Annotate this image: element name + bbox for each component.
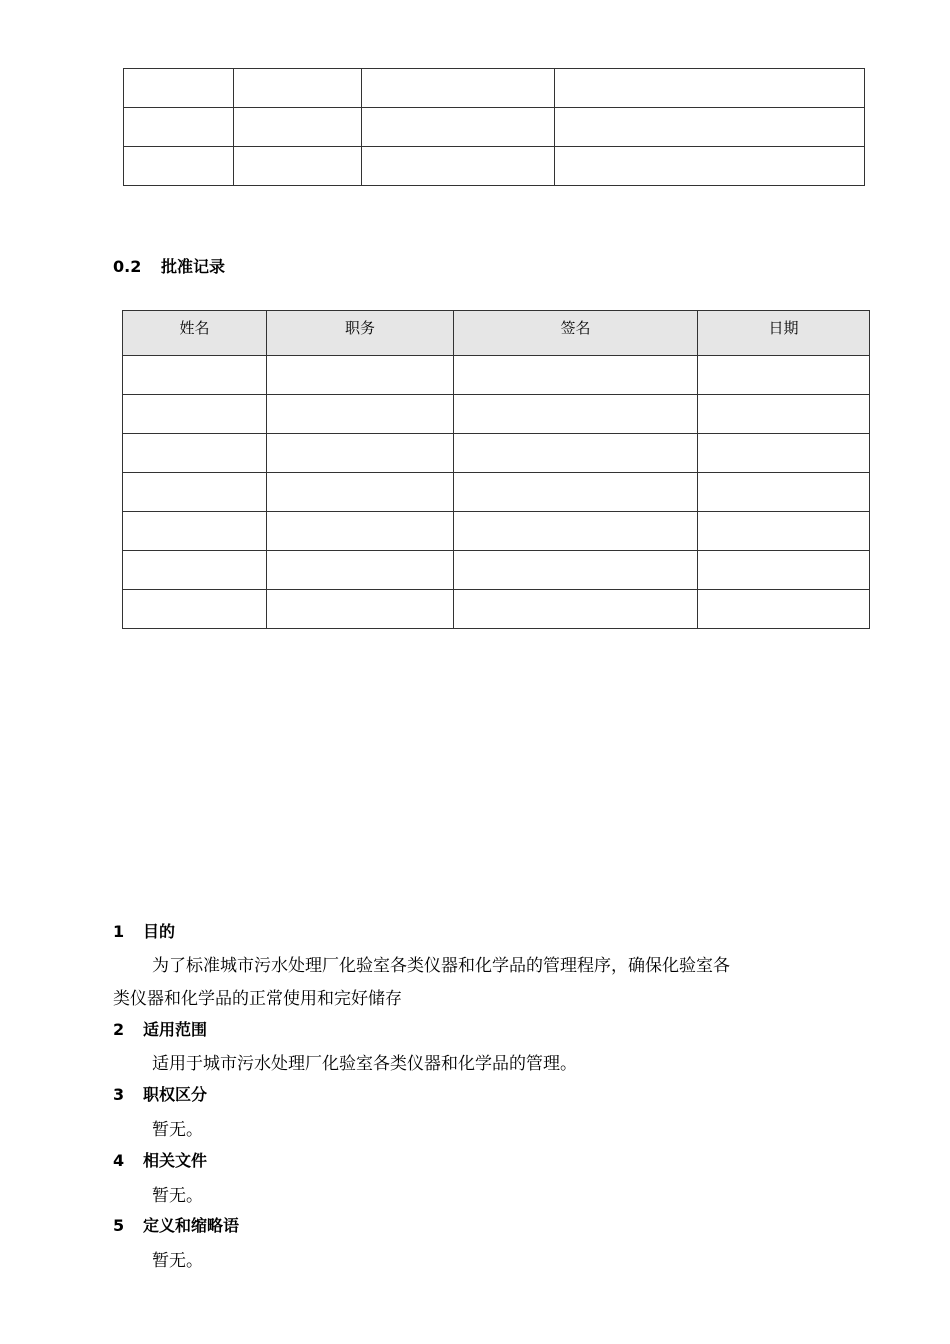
- section-number: 1: [113, 922, 125, 941]
- table-cell: [123, 356, 267, 395]
- table-cell: [124, 147, 234, 186]
- section-number: 5: [113, 1216, 125, 1235]
- table-cell: [362, 108, 555, 147]
- section-heading-responsibilities: [113, 1082, 207, 1105]
- table-row: [124, 108, 865, 147]
- section-title: 定义和缩略语: [143, 1216, 240, 1235]
- table-cell: [454, 512, 698, 551]
- section-title: 适用范围: [143, 1020, 208, 1039]
- table-cell: [454, 395, 698, 434]
- section-body-line: 为了标准城市污水处理厂化验室各类仪器和化学品的管理程序，确保化验室各: [152, 956, 730, 976]
- section-heading-scope: [113, 1017, 207, 1040]
- table-cell: [267, 512, 454, 551]
- table-row: [124, 147, 865, 186]
- revision-table: [123, 68, 865, 186]
- section-title: 相关文件: [143, 1151, 208, 1170]
- table-cell: [234, 69, 362, 108]
- table-row: [123, 473, 870, 512]
- table-row: [123, 434, 870, 473]
- table-cell: [555, 147, 865, 186]
- table-cell: [267, 551, 454, 590]
- table-cell: [267, 590, 454, 629]
- section-title: 职权区分: [143, 1085, 208, 1104]
- section-body-line: 类仪器和化学品的正常使用和完好储存: [113, 989, 402, 1009]
- section-heading-purpose: [113, 919, 175, 942]
- table-row: [124, 69, 865, 108]
- table-cell: [267, 473, 454, 512]
- approval-record-heading: [113, 254, 225, 277]
- table-cell: [123, 434, 267, 473]
- section-body-line: 暂无。: [152, 1120, 203, 1140]
- approval-table: [122, 310, 870, 629]
- table-cell: [123, 512, 267, 551]
- table-cell: [362, 147, 555, 186]
- table-cell: [234, 147, 362, 186]
- table-cell: [267, 356, 454, 395]
- table-header-row: [123, 311, 870, 356]
- section-heading-definitions: [113, 1213, 239, 1236]
- section-number: 0.2: [113, 257, 142, 276]
- table-cell: [454, 473, 698, 512]
- table-cell: [698, 473, 870, 512]
- section-title: 批准记录: [161, 257, 226, 276]
- table-cell: [555, 108, 865, 147]
- table-cell: [362, 69, 555, 108]
- section-heading-related-documents: [113, 1148, 207, 1171]
- table-cell: [454, 356, 698, 395]
- section-number: 2: [113, 1020, 125, 1039]
- table-cell: [454, 551, 698, 590]
- header-name: 姓名: [123, 311, 267, 356]
- table-cell: [555, 69, 865, 108]
- table-row: [123, 590, 870, 629]
- table-cell: [123, 473, 267, 512]
- approval-table-body: [123, 356, 870, 629]
- section-title: 目的: [143, 922, 176, 941]
- table-row: [123, 551, 870, 590]
- header-signature: 签名: [454, 311, 698, 356]
- table-cell: [124, 108, 234, 147]
- table-cell: [124, 69, 234, 108]
- header-date: 日期: [698, 311, 870, 356]
- table-row: [123, 395, 870, 434]
- table-cell: [698, 395, 870, 434]
- table-cell: [267, 395, 454, 434]
- table-cell: [698, 590, 870, 629]
- section-number: 4: [113, 1151, 125, 1170]
- table-cell: [123, 395, 267, 434]
- table-cell: [698, 356, 870, 395]
- section-body-line: 适用于城市污水处理厂化验室各类仪器和化学品的管理。: [152, 1054, 577, 1074]
- table-cell: [123, 551, 267, 590]
- table-cell: [698, 434, 870, 473]
- table-cell: [454, 434, 698, 473]
- table-row: [123, 356, 870, 395]
- header-position: 职务: [267, 311, 454, 356]
- table-cell: [123, 590, 267, 629]
- table-cell: [698, 551, 870, 590]
- section-body-line: 暂无。: [152, 1251, 203, 1271]
- table-cell: [454, 590, 698, 629]
- table-row: [123, 512, 870, 551]
- section-body-line: 暂无。: [152, 1186, 203, 1206]
- table-cell: [698, 512, 870, 551]
- section-number: 3: [113, 1085, 125, 1104]
- table-cell: [234, 108, 362, 147]
- table-cell: [267, 434, 454, 473]
